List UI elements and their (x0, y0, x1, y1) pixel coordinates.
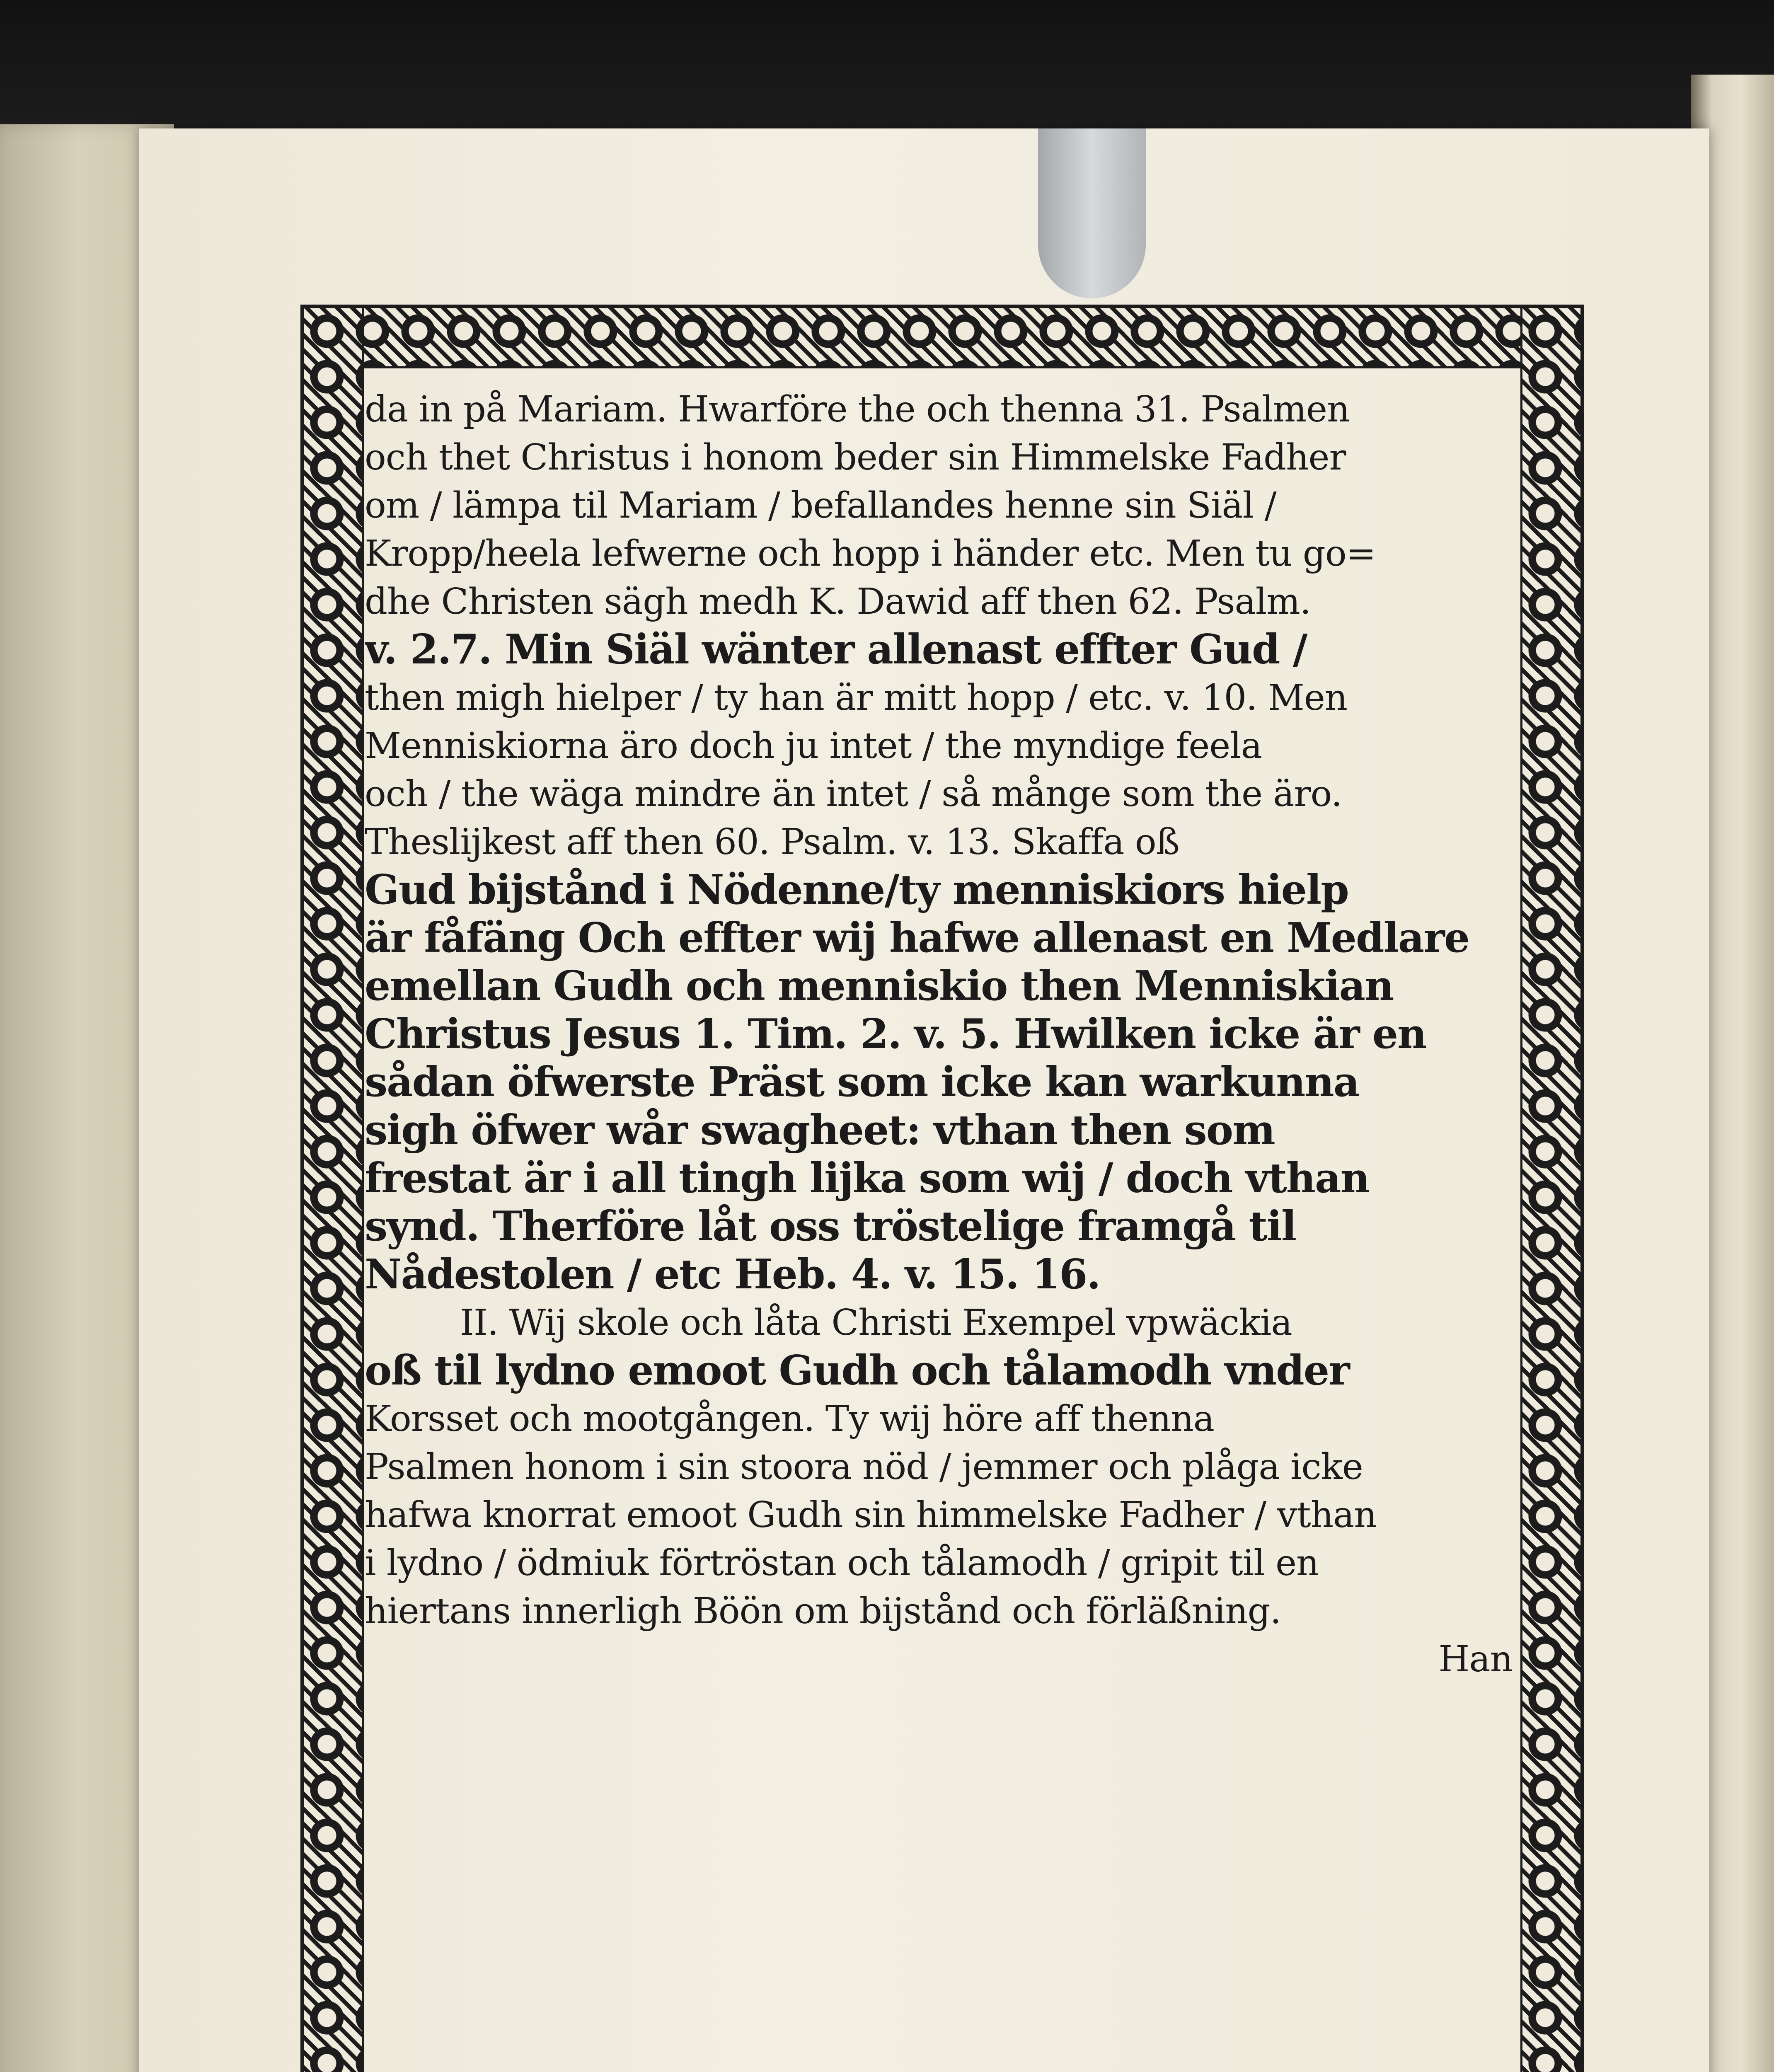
text-line: är fåfäng Och effter wij hafwe allenast en Medlare (365, 914, 1469, 962)
text-line: dhe Christen sägh medh K. Dawid aff then 62. Psalm. (365, 581, 1311, 622)
text-line: och / the wäga mindre än intet / så månge som the äro. (365, 773, 1342, 815)
ornament-left-border (302, 306, 364, 2072)
text-line: v. 2.7. Min Siäl wänter allenast effter Gud / (365, 626, 1307, 673)
text-line: II. Wij skole och låta Christi Exempel vpwäckia (460, 1302, 1292, 1343)
text-line: Kropp/heela lefwerne och hopp i händer etc. Men tu go= (365, 533, 1376, 574)
text-line: synd. Therföre låt oss tröstelige framgå til (365, 1203, 1296, 1250)
ornament-right-border (1520, 306, 1583, 2072)
text-line: Menniskiorna äro doch ju intet / the myndige feela (365, 725, 1262, 767)
text-line: Christus Jesus 1. Tim. 2. v. 5. Hwilken icke är en (365, 1010, 1426, 1058)
text-line: emellan Gudh och menniskio then Menniskian (365, 962, 1394, 1010)
text-line: hiertans innerligh Böön om bijstånd och förläßning. (365, 1590, 1281, 1632)
text-line: then migh hielper / ty han är mitt hopp / etc. v. 10. Men (365, 677, 1348, 719)
text-line: sådan öfwerste Präst som icke kan warkunna (365, 1058, 1359, 1106)
text-line: hafwa knorrat emoot Gudh sin himmelske Fadher / vthan (365, 1494, 1377, 1536)
text-line: oß til lydno emoot Gudh och tålamodh vnder (365, 1347, 1349, 1394)
text-line: Theslijkest aff then 60. Psalm. v. 13. Skaffa oß (365, 821, 1180, 863)
text-line: frestat är i all tingh lijka som wij / doch vthan (365, 1155, 1369, 1202)
text-line: Psalmen honom i sin stoora nöd / jemmer och plåga icke (365, 1446, 1363, 1488)
text-line: sigh öfwer wår swagheet: vthan then som (365, 1106, 1275, 1154)
text-line: Nådestolen / etc Heb. 4. v. 15. 16. (365, 1251, 1100, 1298)
page-holder-clip (1038, 128, 1146, 298)
text-line: Gud bijstånd i Nödenne/ty menniskiors hielp (365, 866, 1348, 914)
text-line: i lydno / ödmiuk förtröstan och tålamodh / gripit til en (365, 1542, 1319, 1584)
text-line: om / lämpa til Mariam / befallandes henne sin Siäl / (365, 485, 1276, 526)
page-text-block (365, 385, 1517, 2072)
text-line: da in på Mariam. Hwarföre the och thenna 31. Psalmen (365, 389, 1350, 430)
scanner-background (0, 0, 1774, 141)
catchword: Han (1438, 1639, 1513, 1680)
text-line: och thet Christus i honom beder sin Himmelske Fadher (365, 437, 1346, 478)
ornament-top-border (302, 306, 1583, 368)
text-line: Korsset och mootgången. Ty wij höre aff thenna (365, 1398, 1214, 1440)
